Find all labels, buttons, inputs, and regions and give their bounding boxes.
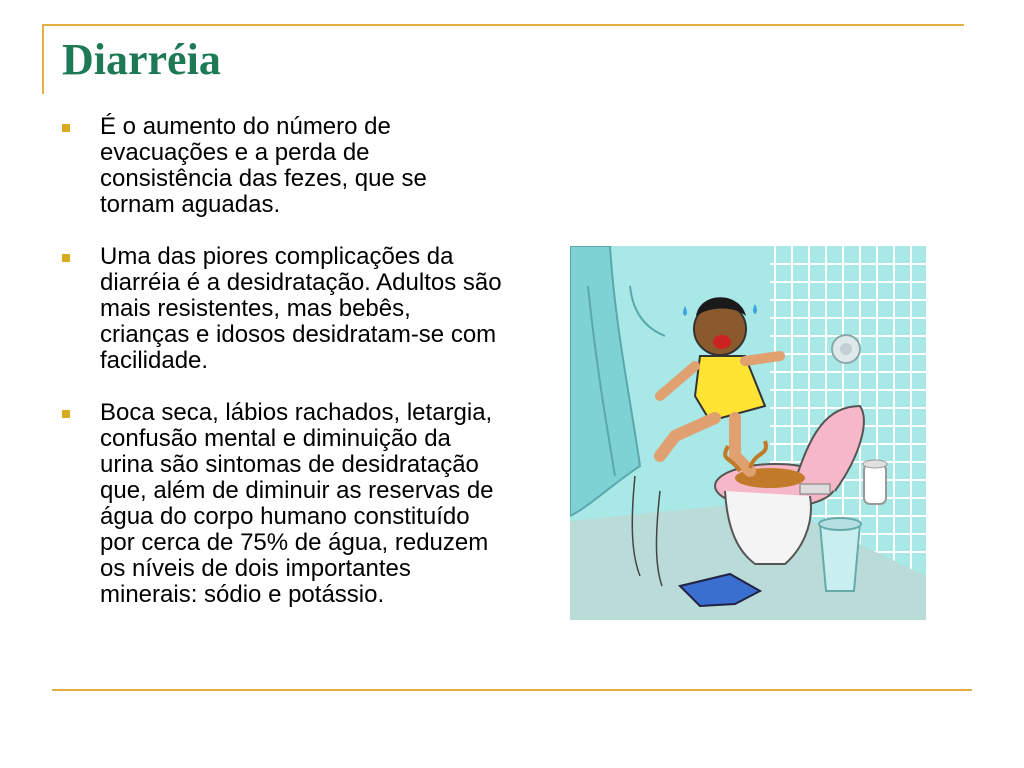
square-bullet-icon <box>62 254 70 262</box>
square-bullet-icon <box>62 410 70 418</box>
bullet-item <box>62 400 502 608</box>
bullet-item <box>62 244 502 374</box>
bullet-text: Uma das piores complicações da diarréia é a desidratação. Adultos são mais resistentes, mas bebês, crianças e idosos desidratam-se com facilidade. <box>100 243 502 374</box>
diarrhea-cartoon-illustration <box>570 246 926 620</box>
bullet-list <box>62 114 502 634</box>
top-rule <box>42 24 964 26</box>
slide-title: Diarréia <box>62 35 221 84</box>
bullet-text: É o aumento do número de evacuações e a perda de consistência das fezes, que se tornam aguadas. <box>100 113 427 218</box>
bottom-rule <box>52 689 972 691</box>
bullet-item <box>62 114 502 218</box>
square-bullet-icon <box>62 124 70 132</box>
bullet-text: Boca seca, lábios rachados, letargia, confusão mental e diminuição da urina são sintomas de desidratação que, além de diminuir as reservas de água do corpo humano constituído por cerca de 75% de água, reduzem os níveis de dois importantes minerais: sódio e potássio. <box>100 399 494 608</box>
left-rule <box>42 24 44 94</box>
